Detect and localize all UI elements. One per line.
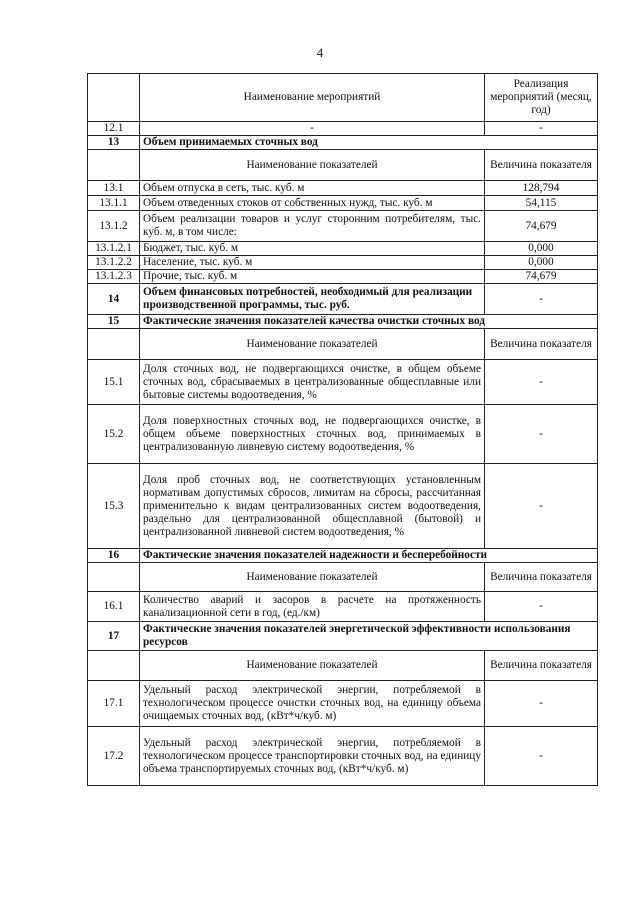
row-number-cell: 13.1.2 [88, 211, 140, 242]
table-row [88, 211, 598, 242]
row-number-cell: 15 [88, 315, 140, 329]
row-value-cell: - [485, 284, 598, 315]
row-number-cell: 16 [88, 549, 140, 563]
row-name-cell: Удельный расход электрической энергии, потребляемой в технологическом процессе транспортировки сточных вод, на единицу объема транспортируемых сточных вод, (кВт*ч/куб. м) [140, 727, 485, 786]
row-value-cell: Величина показателя [485, 150, 598, 181]
table-row [88, 549, 598, 563]
row-name-cell: Наименование показателей [140, 150, 485, 181]
row-name-cell: Объем принимаемых сточных вод [140, 136, 598, 150]
row-value-cell: - [485, 464, 598, 549]
header-value-cell: Реализация мероприятий (месяц, год) [485, 74, 598, 122]
row-value-cell: Величина показателя [485, 651, 598, 681]
row-number-cell: 13.1.2.1 [88, 242, 140, 256]
row-number-cell: 15.2 [88, 405, 140, 464]
row-number-cell: 14 [88, 284, 140, 315]
row-value-cell: - [485, 360, 598, 405]
row-number-cell: 13.1 [88, 181, 140, 196]
row-name-cell: Наименование показателей [140, 651, 485, 681]
row-name-cell: Объем реализации товаров и услуг сторонним потребителям, тыс. куб. м, в том числе: [140, 211, 485, 242]
table-row [88, 284, 598, 315]
header-num-cell [88, 74, 140, 122]
row-number-cell: 13 [88, 136, 140, 150]
row-number-cell: 13.1.1 [88, 196, 140, 211]
row-number-cell [88, 329, 140, 360]
row-name-cell: Население, тыс. куб. м [140, 256, 485, 270]
table-row [88, 592, 598, 622]
row-name-cell: Наименование показателей [140, 329, 485, 360]
table-row [88, 181, 598, 196]
row-value-cell: - [485, 122, 598, 136]
table-row [88, 270, 598, 284]
row-value-cell: Величина показателя [485, 563, 598, 592]
row-name-cell: Количество аварий и засоров в расчете на протяженность канализационной сети в год, (ед./км) [140, 592, 485, 622]
row-value-cell: - [485, 727, 598, 786]
row-name-cell: Прочие, тыс. куб. м [140, 270, 485, 284]
row-number-cell: 13.1.2.2 [88, 256, 140, 270]
row-name-cell: Фактические значения показателей качества очистки сточных вод [140, 315, 598, 329]
table-row [88, 622, 598, 651]
row-name-cell: Объем финансовых потребностей, необходимый для реализации производственной программы, тыс. руб. [140, 284, 485, 315]
row-value-cell: - [485, 592, 598, 622]
row-number-cell: 12.1 [88, 122, 140, 136]
table-row [88, 727, 598, 786]
row-name-cell: Доля поверхностных сточных вод, не подвергающихся очистке, в общем объеме поверхностных сточных вод, принимаемых в централизованную ливневую систему водоотведения, % [140, 405, 485, 464]
program-table [87, 73, 598, 786]
row-number-cell: 13.1.2.3 [88, 270, 140, 284]
header-name-cell: Наименование мероприятий [140, 74, 485, 122]
table-row [88, 196, 598, 211]
row-name-cell: Объем отпуска в сеть, тыс. куб. м [140, 181, 485, 196]
table-row [88, 136, 598, 150]
row-name-cell: - [140, 122, 485, 136]
row-name-cell: Фактические значения показателей надежности и бесперебойности [140, 549, 598, 563]
table-row [88, 360, 598, 405]
row-value-cell: - [485, 681, 598, 727]
row-value-cell: 128,794 [485, 181, 598, 196]
row-number-cell [88, 651, 140, 681]
row-value-cell: 74,679 [485, 270, 598, 284]
table-row [88, 405, 598, 464]
table-row [88, 242, 598, 256]
table-row [88, 256, 598, 270]
row-number-cell: 15.1 [88, 360, 140, 405]
table-row [88, 563, 598, 592]
row-value-cell: 0,000 [485, 242, 598, 256]
row-value-cell: 0,000 [485, 256, 598, 270]
row-name-cell: Наименование показателей [140, 563, 485, 592]
row-name-cell: Доля проб сточных вод, не соответствующих установленным нормативам допустимых сбросов, лимитам на сбросы, рассчитанная применительно к видам централизованных систем водоотведения, раздельно для централизованной общесплавной (бытовой) и централизованной ливневой систем водоотведения, % [140, 464, 485, 549]
row-name-cell: Доля сточных вод, не подвергающихся очистке, в общем объеме сточных вод, сбрасываемых в централизованные общесплавные или бытовые системы водоотведения, % [140, 360, 485, 405]
row-number-cell: 15.3 [88, 464, 140, 549]
row-value-cell: - [485, 405, 598, 464]
row-name-cell: Объем отведенных стоков от собственных нужд, тыс. куб. м [140, 196, 485, 211]
row-value-cell: Величина показателя [485, 329, 598, 360]
table-row [88, 464, 598, 549]
row-value-cell: 74,679 [485, 211, 598, 242]
row-name-cell: Бюджет, тыс. куб. м [140, 242, 485, 256]
row-number-cell: 17.1 [88, 681, 140, 727]
row-name-cell: Удельный расход электрической энергии, потребляемой в технологическом процессе очистки сточных вод, на единицу объема очищаемых сточных вод, (кВт*ч/куб. м) [140, 681, 485, 727]
table-row [88, 329, 598, 360]
page-number: 4 [316, 45, 324, 60]
row-number-cell: 17 [88, 622, 140, 651]
row-name-cell: Фактические значения показателей энергетической эффективности использования ресурсов [140, 622, 598, 651]
table-header-row [88, 74, 598, 122]
row-number-cell [88, 563, 140, 592]
table-row [88, 651, 598, 681]
row-number-cell [88, 150, 140, 181]
table-row [88, 681, 598, 727]
table-row [88, 150, 598, 181]
row-number-cell: 17.2 [88, 727, 140, 786]
table-row [88, 122, 598, 136]
table-row [88, 315, 598, 329]
row-number-cell: 16.1 [88, 592, 140, 622]
program-table-body [88, 74, 598, 786]
row-value-cell: 54,115 [485, 196, 598, 211]
